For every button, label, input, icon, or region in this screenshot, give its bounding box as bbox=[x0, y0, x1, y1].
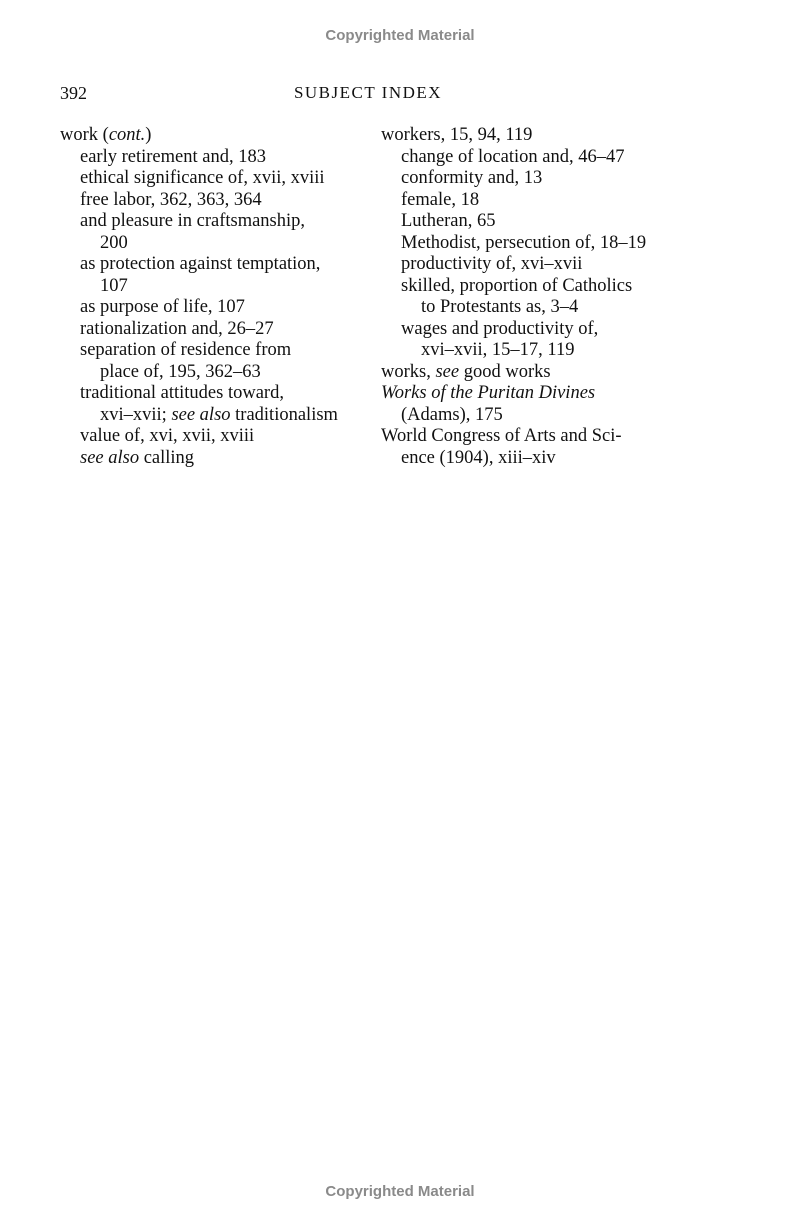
index-subentry: and pleasure in craftsmanship, bbox=[80, 211, 306, 231]
index-subentry: Lutheran, 65 bbox=[401, 211, 496, 231]
index-subentry: rationalization and, 26–27 bbox=[80, 318, 274, 339]
index-subentry: free labor, 362, 363, 364 bbox=[80, 189, 262, 210]
index-subentry: female, 18 bbox=[401, 189, 480, 210]
index-subentry: Methodist, persecution of, 18–19 bbox=[401, 232, 647, 253]
index-subentry: ethical significance of, xvii, xviii bbox=[80, 168, 325, 188]
index-subentry: as purpose of life, 107 bbox=[80, 297, 245, 317]
index-entry-works-of-the-puritan-divines: Works of the Puritan Divines bbox=[381, 383, 596, 403]
index-subentry: value of, xvi, xvii, xviii bbox=[80, 426, 255, 446]
index-subentry: separation of residence from bbox=[80, 340, 292, 360]
running-head: SUBJECT INDEX bbox=[293, 83, 443, 102]
index-entry-continuation: ence (1904), xiii–xiv bbox=[401, 447, 556, 468]
index-subentry: wages and productivity of, bbox=[401, 318, 599, 339]
index-entry-continuation: (Adams), 175 bbox=[401, 404, 503, 425]
index-column-right bbox=[381, 125, 711, 469]
watermark-top: Copyrighted Material bbox=[325, 27, 475, 44]
index-subentry: productivity of, xvi–xvii bbox=[401, 254, 583, 274]
index-entry-workers: workers, 15, 94, 119 bbox=[381, 125, 533, 145]
index-subentry: as protection against temptation, bbox=[80, 254, 321, 274]
index-subentry: skilled, proportion of Catholics bbox=[401, 275, 633, 296]
index-subentry-continuation: 107 bbox=[100, 275, 128, 296]
watermark-bottom: Copyrighted Material bbox=[325, 1183, 475, 1200]
index-subentry-continuation: to Protestants as, 3–4 bbox=[421, 297, 579, 317]
index-subentry-continuation: 200 bbox=[100, 232, 128, 253]
index-subentry: see also calling bbox=[80, 447, 195, 468]
index-subentry: early retirement and, 183 bbox=[80, 146, 266, 167]
index-subentry-continuation: place of, 195, 362–63 bbox=[100, 361, 261, 382]
index-subentry-continuation: xvi–xvii; see also traditionalism bbox=[100, 404, 338, 425]
index-entry-world-congress: World Congress of Arts and Sci- bbox=[381, 426, 622, 446]
index-entry-works: works, see good works bbox=[381, 361, 551, 382]
index-subentry: traditional attitudes toward, bbox=[80, 383, 284, 403]
page-number: 392 bbox=[60, 83, 87, 103]
index-entry-work: work (cont.) bbox=[60, 125, 152, 145]
index-subentry-continuation: xvi–xvii, 15–17, 119 bbox=[421, 340, 575, 360]
index-column-left bbox=[60, 125, 370, 469]
index-subentry: conformity and, 13 bbox=[401, 168, 543, 188]
index-subentry: change of location and, 46–47 bbox=[401, 146, 625, 167]
